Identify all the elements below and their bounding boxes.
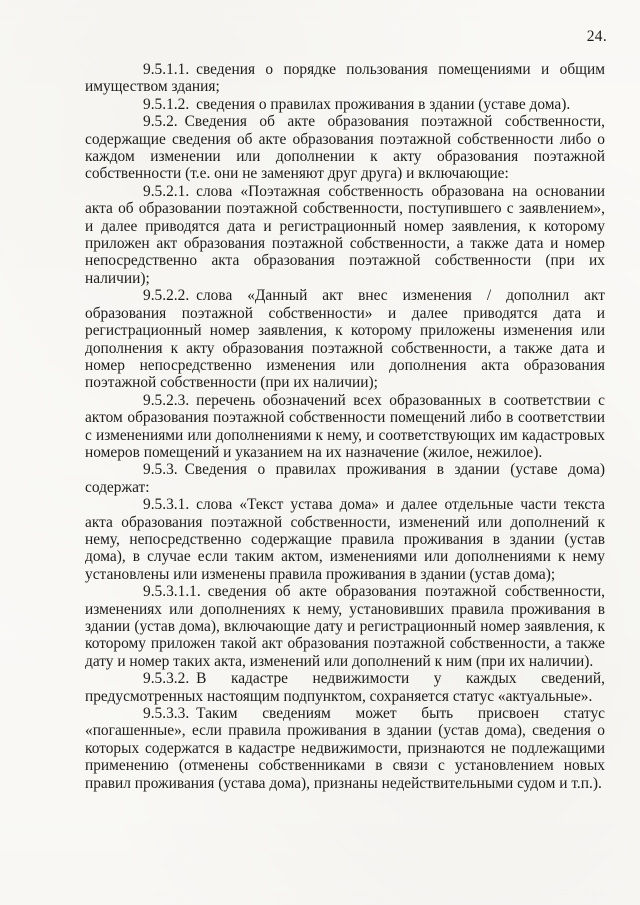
clause-number: 9.5.3.1. [143, 496, 190, 514]
clause-text: сведения о порядке пользования помещениями и общим имуществом здания; [85, 61, 605, 96]
clause-number: 9.5.2.3. [143, 391, 190, 409]
clause-text: Сведения об акте образования поэтажной собственности, содержащие сведения об акте образования поэтажной собственности либо о каждом изменении или дополнении к акту образования поэтажной собственности (т.е. они не заменяют друг друга) и включающие: [85, 113, 605, 183]
clause-paragraph [85, 392, 605, 462]
clause-paragraph [85, 705, 605, 792]
clause-text: В кадастре недвижимости у каждых сведений, предусмотренных настоящим подпунктом, сохраняется статус «актуальные». [85, 670, 605, 705]
clause-paragraph [85, 61, 605, 96]
clause-number: 9.5.3.2. [143, 670, 190, 688]
clause-text: Сведения о правилах проживания в здании (уставе дома) содержат: [85, 461, 605, 496]
clause-number: 9.5.3. [143, 461, 178, 479]
clause-paragraph [85, 461, 605, 496]
clause-number: 9.5.1.1. [143, 61, 190, 78]
document-body [85, 61, 605, 792]
clause-text: слова «Данный акт внес изменения / дополнил акт образования поэтажной собственности» и далее приводятся дата и регистрационный номер заявления, к которому приложены изменения или дополнения к акту образования поэтажной собственности, а также дата и номер непосредственно изменения или дополнения акта образования поэтажной собственности (при их наличии); [85, 287, 605, 392]
clause-paragraph [85, 96, 605, 113]
clause-number: 9.5.2.1. [143, 182, 190, 200]
clause-paragraph [85, 113, 605, 183]
clause-number: 9.5.3.1.1. [143, 583, 201, 601]
clause-paragraph [85, 670, 605, 705]
clause-number: 9.5.2. [143, 113, 178, 131]
clause-text: слова «Текст устава дома» и далее отдельные части текста акта образования поэтажной собственности, изменений или дополнений к нему, непосредственно содержащие правила проживания в здании (устав дома), в случае если таким актом, изменениями или дополнениями к нему установлены или изменены правила проживания в здании (устав дома); [85, 496, 605, 583]
clause-text: сведения об акте образования поэтажной собственности, изменениях или дополнениях к нему, установивших правила проживания в здании (устав дома), включающие дату и регистрационный номер заявления, к которому приложен такой акт образования поэтажной собственности, а также дату и номер таких акта, изменений или дополнений к ним (при их наличии). [85, 583, 605, 670]
clause-text: перечень обозначений всех образованных в соответствии с актом образования поэтажной собственности помещений либо в соответствии с изменениями или дополнениями к нему, и соответствующих им кадастровых номеров помещений и указанием на их назначение (жилое, нежилое). [85, 391, 605, 461]
clause-text: сведения о правилах проживания в здании (уставе дома). [196, 95, 571, 113]
clause-text: Таким сведениям может быть присвоен статус «погашенные», если правила проживания в здании (устав дома), сведения о которых содержатся в кадастре недвижимости, признаются не подлежащими применению (отменены собственниками в связи с установлением новых правил проживания (устава дома), признаны недействительными судом и т.п.). [85, 705, 605, 792]
clause-paragraph [85, 583, 605, 670]
page-number: 24. [586, 28, 607, 45]
clause-number: 9.5.2.2. [143, 287, 190, 305]
clause-paragraph [85, 287, 605, 391]
clause-number: 9.5.1.2. [143, 95, 190, 113]
clause-text: слова «Поэтажная собственность образована на основании акта об образовании поэтажной собственности, поступившего с заявлением», и далее приводятся дата и регистрационный номер заявления, к которому приложен акт образования поэтажной собственности, а также дата и номер непосредственно акта образования поэтажной собственности (при их наличии); [85, 182, 605, 287]
clause-number: 9.5.3.3. [143, 705, 190, 723]
clause-paragraph [85, 183, 605, 287]
clause-paragraph [85, 496, 605, 583]
